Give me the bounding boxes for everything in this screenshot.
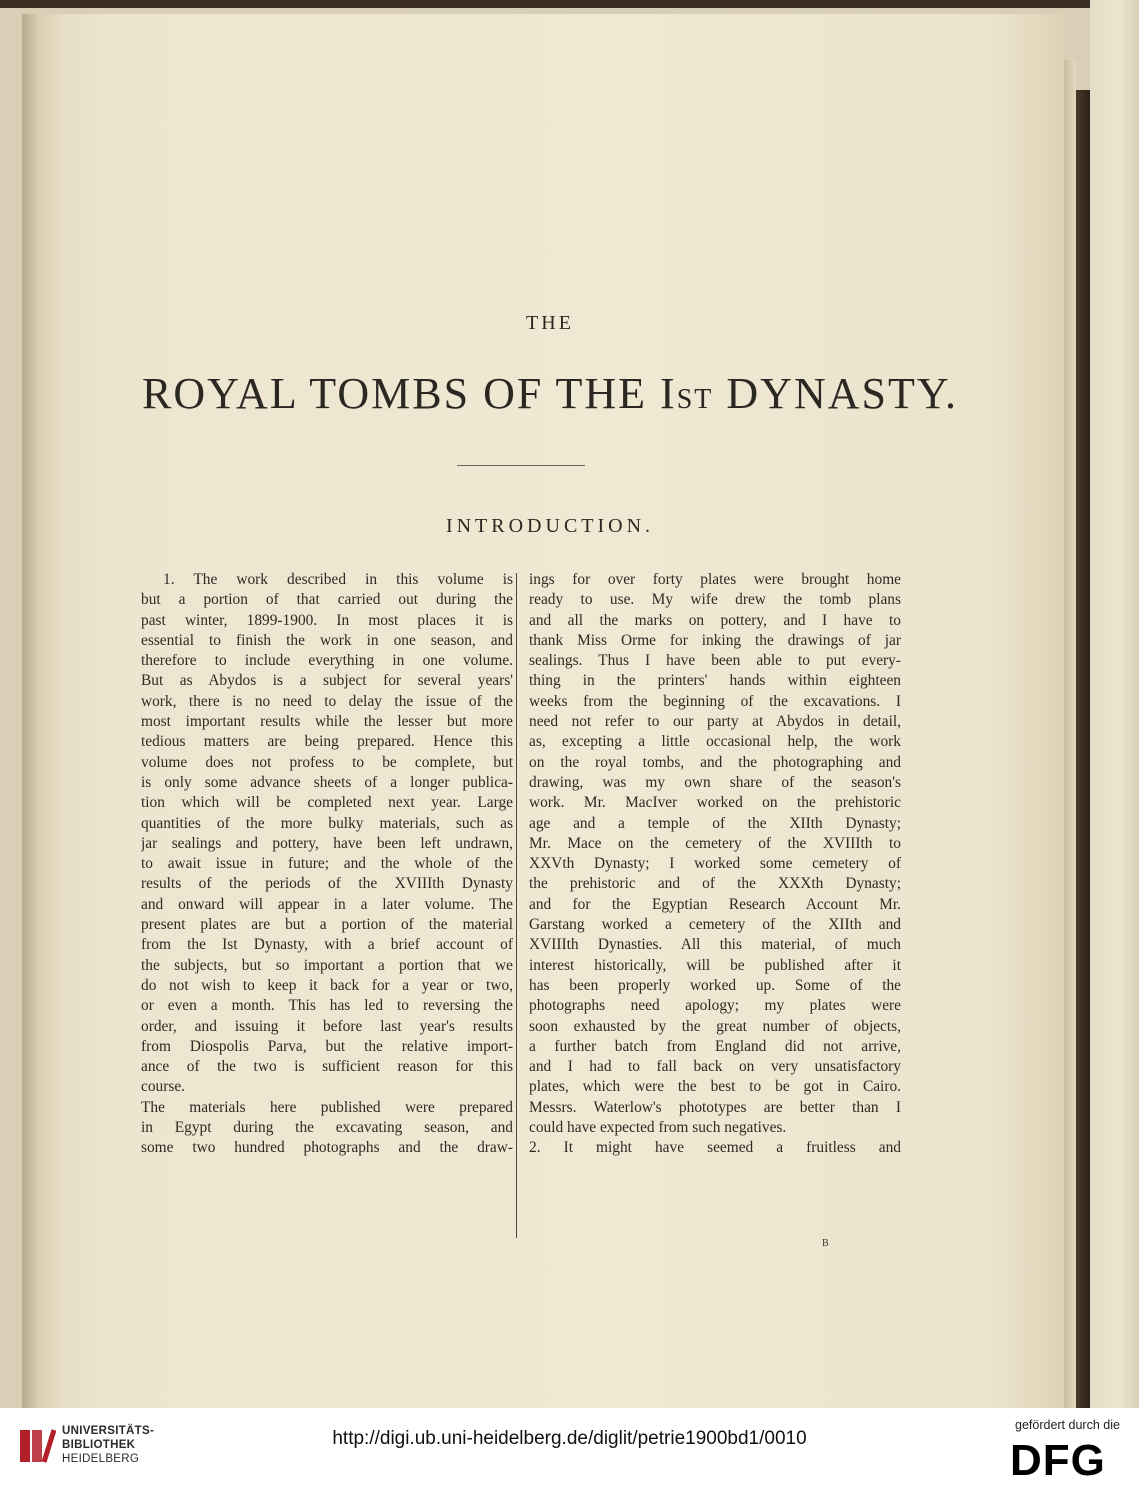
text-line: past winter, 1899-1900. In most places it is <box>141 611 513 629</box>
text-line: drawing, was my own share of the season's <box>529 773 901 791</box>
text-line: The materials here published were prepared <box>141 1098 513 1116</box>
text-line: XXVth Dynasty; I worked some cemetery of <box>529 855 901 873</box>
text-line: jar sealings and pottery, have been left undrawn, <box>141 834 513 852</box>
book-title-ordinal: ST <box>676 384 714 415</box>
text-line: as, excepting a little occasional help, the work <box>529 733 901 751</box>
text-line: work. Mr. MacIver worked on the prehistoric <box>529 794 901 812</box>
text-line: could have expected from such negatives. <box>529 1119 787 1137</box>
text-line: XVIIIth Dynasties. All this material, of much <box>529 936 901 954</box>
the-word: THE <box>526 312 574 334</box>
text-line: plates, which were the best to be got in Cairo. <box>529 1078 901 1096</box>
page-edge <box>1064 60 1076 1408</box>
text-line: is only some advance sheets of a longer publica- <box>141 773 513 791</box>
text-line: results of the periods of the XVIIIth Dynasty <box>141 875 513 893</box>
text-line: quantities of the more bulky materials, such as <box>141 814 513 832</box>
cover-edge <box>1090 0 1139 1408</box>
text-line: work, there is no need to delay the issue of the <box>141 692 513 710</box>
book-title-part1: ROYAL TOMBS OF THE I <box>142 369 677 418</box>
text-line: in Egypt during the excavating season, and <box>141 1119 513 1137</box>
text-line: the subjects, but so important a portion that we <box>141 956 513 974</box>
text-line: 1. The work described in this volume is <box>163 571 513 588</box>
book-title-part2: DYNASTY. <box>713 369 958 418</box>
text-line: do not wish to keep it back for a year or two, <box>141 976 513 994</box>
text-line: Garstang worked a cemetery of the XIIth and <box>529 916 901 934</box>
text-line: But as Abydos is a subject for several years' <box>141 672 513 690</box>
signature-mark: B <box>822 1238 829 1249</box>
text-line: to await issue in future; and the whole of the <box>141 855 513 873</box>
dfg-logo: DFG <box>1010 1436 1106 1485</box>
text-line: course. <box>141 1078 186 1096</box>
library-name-line1: UNIVERSITÄTS- <box>62 1425 155 1437</box>
book-title <box>36 368 1064 419</box>
text-line: ance of the two is sufficient reason for this <box>141 1058 513 1076</box>
text-line: tedious matters are being prepared. Hence this <box>141 733 513 751</box>
text-line: Mr. Mace on the cemetery of the XVIIIth to <box>529 834 901 852</box>
text-line: ready to use. My wife drew the tomb plans <box>529 591 901 609</box>
text-line: from Diospolis Parva, but the relative import- <box>141 1037 513 1055</box>
text-line: most important results while the lesser but more <box>141 713 513 731</box>
left-text-column <box>141 570 513 1159</box>
binding-edge <box>1076 90 1090 1408</box>
text-line: sealings. Thus I have been able to put every- <box>529 652 901 670</box>
text-line: or even a month. This has led to reversing the <box>141 997 513 1015</box>
text-line: thank Miss Orme for inking the drawings of jar <box>529 631 901 649</box>
section-heading: INTRODUCTION. <box>445 515 655 537</box>
text-line: volume does not profess to be complete, but <box>141 753 513 771</box>
text-line: the prehistoric and of the XXXth Dynasty; <box>529 875 901 893</box>
text-line: but a portion of that carried out during the <box>141 591 513 609</box>
text-line: thing in the printers' hands within eighteen <box>529 672 901 690</box>
text-line: some two hundred photographs and the draw- <box>141 1139 513 1157</box>
library-name-line2: BIBLIOTHEK <box>62 1439 136 1451</box>
text-line: and all the marks on pottery, and I have to <box>529 611 901 629</box>
text-line: and for the Egyptian Research Account Mr. <box>529 895 901 913</box>
footer-bar <box>0 1408 1139 1489</box>
text-line: a further batch from England did not arrive, <box>529 1037 901 1055</box>
text-line: 2. It might have seemed a fruitless and <box>529 1139 901 1157</box>
text-line: interest historically, will be published after it <box>529 956 901 974</box>
text-line: need not refer to our party at Abydos in detail, <box>529 713 901 731</box>
text-line: on the royal tombs, and the photographing and <box>529 753 901 771</box>
text-line: essential to finish the work in one season, and <box>141 631 513 649</box>
text-line: soon exhausted by the great number of objects, <box>529 1017 901 1035</box>
text-line: Messrs. Waterlow's phototypes are better than I <box>529 1098 901 1116</box>
text-line: order, and issuing it before last year's results <box>141 1017 513 1035</box>
text-line: weeks from the beginning of the excavations. I <box>529 692 901 710</box>
text-line: ings for over forty plates were brought home <box>529 571 901 588</box>
text-line: photographs need apology; my plates were <box>529 997 901 1015</box>
column-divider <box>516 573 517 1238</box>
funded-by-text: gefördert durch die <box>1015 1418 1120 1432</box>
library-name-line3: HEIDELBERG <box>62 1453 140 1465</box>
text-line: and onward will appear in a later volume. The <box>141 895 513 913</box>
text-line: age and a temple of the XIIth Dynasty; <box>529 814 901 832</box>
text-line: present plates are but a portion of the material <box>141 916 513 934</box>
right-text-column <box>529 570 901 1159</box>
title-rule <box>457 465 585 466</box>
text-line: tion which will be completed next year. Large <box>141 794 513 812</box>
text-line: from the Ist Dynasty, with a brief account of <box>141 936 513 954</box>
text-line: has been properly worked up. Some of the <box>529 976 901 994</box>
source-url-link[interactable]: http://digi.ub.uni-heidelberg.de/diglit/petrie1900bd1/0010 <box>332 1428 807 1449</box>
text-line: and I had to fall back on very unsatisfactory <box>529 1058 901 1076</box>
text-line: therefore to include everything in one volume. <box>141 652 513 670</box>
